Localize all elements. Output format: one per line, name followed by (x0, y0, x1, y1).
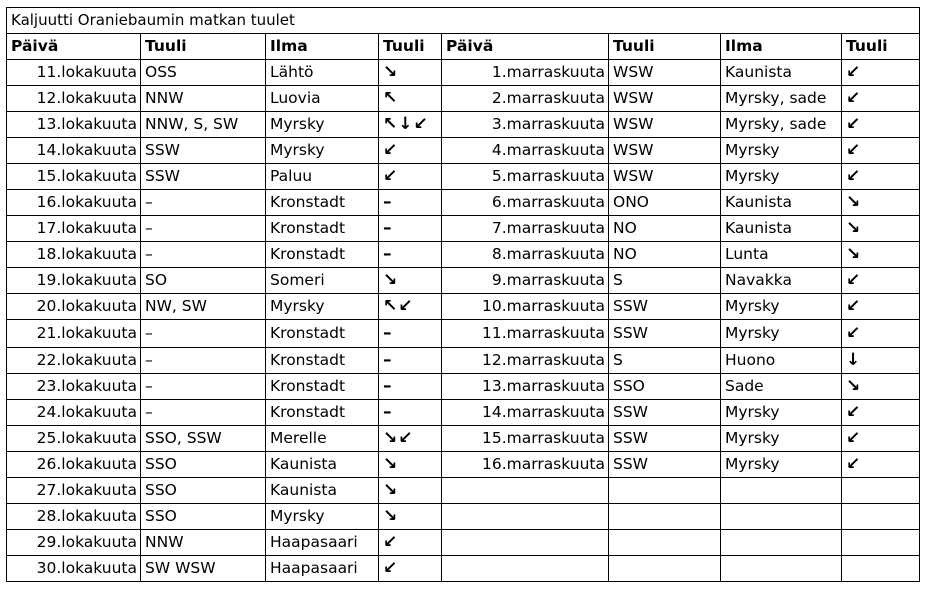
wind-dir-cell: – (141, 400, 266, 426)
wind-dir-cell: SSW (609, 426, 721, 452)
weather-cell: Myrsky, sade (721, 112, 842, 138)
date-cell: 26.lokakuuta (7, 452, 141, 478)
date-cell: 18.lokakuuta (7, 242, 141, 268)
wind-dir-cell: ONO (609, 190, 721, 216)
wind-arrow-icon (842, 478, 920, 504)
wind-dir-cell: NO (609, 216, 721, 242)
header-tuuli-left: Tuuli (141, 34, 266, 60)
table-row (7, 268, 920, 294)
wind-dir-cell: SO (141, 268, 266, 294)
wind-arrow-icon: ↘ (842, 242, 920, 268)
wind-dir-cell: NNW, S, SW (141, 112, 266, 138)
date-cell: 9.marraskuuta (442, 268, 609, 294)
wind-dir-cell: SSO, SSW (141, 426, 266, 452)
date-cell: 28.lokakuuta (7, 504, 141, 530)
wind-arrow-icon: ↙ (842, 86, 920, 112)
header-ilma-right: Ilma (721, 34, 842, 60)
table-row (7, 86, 920, 112)
weather-cell: Kaunista (721, 216, 842, 242)
table-row (7, 374, 920, 400)
weather-cell: Kaunista (721, 60, 842, 86)
wind-arrow-icon: ↖↓↙ (379, 112, 442, 138)
wind-arrow-icon: – (379, 348, 442, 374)
weather-cell: Lähtö (266, 60, 379, 86)
date-cell (442, 556, 609, 582)
wind-arrow-icon: ↙ (842, 164, 920, 190)
table-row (7, 452, 920, 478)
weather-cell: Someri (266, 268, 379, 294)
date-cell: 15.marraskuuta (442, 426, 609, 452)
wind-dir-cell: SSO (141, 504, 266, 530)
wind-dir-cell (609, 478, 721, 504)
date-cell (442, 504, 609, 530)
wind-arrow-icon: ↙ (842, 452, 920, 478)
weather-cell: Myrsky (721, 400, 842, 426)
weather-cell: Kaunista (266, 452, 379, 478)
weather-cell: Myrsky (721, 320, 842, 348)
wind-arrow-icon (842, 530, 920, 556)
wind-arrow-icon: ↙ (379, 138, 442, 164)
header-paiva-left: Päivä (7, 34, 141, 60)
weather-cell: Myrsky, sade (721, 86, 842, 112)
table-row (7, 320, 920, 348)
wind-table-container (6, 7, 920, 582)
weather-cell: Lunta (721, 242, 842, 268)
date-cell: 20.lokakuuta (7, 294, 141, 320)
date-cell: 13.marraskuuta (442, 374, 609, 400)
weather-cell: Haapasaari (266, 556, 379, 582)
table-row (7, 530, 920, 556)
wind-dir-cell: – (141, 190, 266, 216)
date-cell: 22.lokakuuta (7, 348, 141, 374)
date-cell: 23.lokakuuta (7, 374, 141, 400)
wind-dir-cell: SSW (609, 320, 721, 348)
weather-cell: Myrsky (266, 504, 379, 530)
weather-cell: Myrsky (266, 112, 379, 138)
wind-dir-cell: SSW (609, 452, 721, 478)
weather-cell: Merelle (266, 426, 379, 452)
header-tuuli-right: Tuuli (609, 34, 721, 60)
wind-arrow-icon: ↙ (842, 112, 920, 138)
table-row (7, 60, 920, 86)
date-cell: 5.marraskuuta (442, 164, 609, 190)
weather-cell: Kronstadt (266, 216, 379, 242)
table-row (7, 426, 920, 452)
table-row (7, 138, 920, 164)
wind-dir-cell: WSW (609, 86, 721, 112)
weather-cell: Myrsky (721, 426, 842, 452)
wind-arrow-icon: ↙ (842, 60, 920, 86)
table-row (7, 112, 920, 138)
wind-arrow-icon: ↙ (842, 138, 920, 164)
weather-cell: Sade (721, 374, 842, 400)
wind-dir-cell: WSW (609, 164, 721, 190)
wind-dir-cell (609, 504, 721, 530)
wind-dir-cell: SSW (141, 164, 266, 190)
wind-arrow-icon: ↓ (842, 348, 920, 374)
weather-cell: Kronstadt (266, 320, 379, 348)
date-cell: 13.lokakuuta (7, 112, 141, 138)
wind-dir-cell: SW WSW (141, 556, 266, 582)
date-cell: 11.marraskuuta (442, 320, 609, 348)
header-paiva-right: Päivä (442, 34, 609, 60)
wind-arrow-icon: ↘ (379, 504, 442, 530)
wind-arrow-icon: ↘ (842, 216, 920, 242)
table-row (7, 400, 920, 426)
table-header-row (7, 34, 920, 60)
wind-arrow-icon: ↙ (842, 268, 920, 294)
weather-cell: Kronstadt (266, 374, 379, 400)
wind-dir-cell: SSO (141, 478, 266, 504)
weather-cell: Myrsky (721, 294, 842, 320)
wind-arrow-icon: ↘ (379, 452, 442, 478)
table-row (7, 478, 920, 504)
date-cell: 3.marraskuuta (442, 112, 609, 138)
date-cell: 16.marraskuuta (442, 452, 609, 478)
weather-cell: Paluu (266, 164, 379, 190)
wind-dir-cell (609, 530, 721, 556)
date-cell: 4.marraskuuta (442, 138, 609, 164)
date-cell: 6.marraskuuta (442, 190, 609, 216)
date-cell: 21.lokakuuta (7, 320, 141, 348)
date-cell: 14.marraskuuta (442, 400, 609, 426)
date-cell: 2.marraskuuta (442, 86, 609, 112)
wind-dir-cell: WSW (609, 60, 721, 86)
date-cell: 1.marraskuuta (442, 60, 609, 86)
wind-arrow-icon: – (379, 242, 442, 268)
date-cell (442, 530, 609, 556)
weather-cell: Myrsky (721, 138, 842, 164)
wind-arrow-icon: ↙ (842, 320, 920, 348)
wind-dir-cell: – (141, 242, 266, 268)
date-cell: 12.marraskuuta (442, 348, 609, 374)
wind-arrow-icon: ↘ (379, 60, 442, 86)
weather-cell: Myrsky (266, 138, 379, 164)
wind-arrow-icon: ↘ (379, 268, 442, 294)
wind-arrow-icon: ↙ (379, 164, 442, 190)
weather-cell: Kronstadt (266, 400, 379, 426)
table-title-row (7, 8, 920, 34)
wind-arrow-icon: – (379, 400, 442, 426)
weather-cell: Kronstadt (266, 348, 379, 374)
weather-cell (721, 556, 842, 582)
weather-cell: Huono (721, 348, 842, 374)
wind-dir-cell: S (609, 268, 721, 294)
wind-dir-cell: S (609, 348, 721, 374)
wind-dir-cell (609, 556, 721, 582)
date-cell (442, 478, 609, 504)
wind-arrow-icon: ↙ (842, 400, 920, 426)
date-cell: 17.lokakuuta (7, 216, 141, 242)
weather-cell (721, 478, 842, 504)
wind-arrow-icon: – (379, 320, 442, 348)
weather-cell: Myrsky (721, 452, 842, 478)
wind-arrow-icon: ↙ (842, 426, 920, 452)
date-cell: 27.lokakuuta (7, 478, 141, 504)
weather-cell: Luovia (266, 86, 379, 112)
wind-arrow-icon: ↙ (379, 530, 442, 556)
wind-dir-cell: NW, SW (141, 294, 266, 320)
table-row (7, 216, 920, 242)
wind-dir-cell: SSW (141, 138, 266, 164)
date-cell: 16.lokakuuta (7, 190, 141, 216)
weather-cell: Haapasaari (266, 530, 379, 556)
date-cell: 24.lokakuuta (7, 400, 141, 426)
wind-dir-cell: – (141, 320, 266, 348)
wind-dir-cell: NNW (141, 86, 266, 112)
wind-dir-cell: WSW (609, 138, 721, 164)
header-tuuli-arrow-left: Tuuli (379, 34, 442, 60)
table-row (7, 504, 920, 530)
header-tuuli-arrow-right: Tuuli (842, 34, 920, 60)
date-cell: 10.marraskuuta (442, 294, 609, 320)
table-row (7, 556, 920, 582)
wind-dir-cell: OSS (141, 60, 266, 86)
wind-arrow-icon: ↖↙ (379, 294, 442, 320)
weather-cell: Kaunista (721, 190, 842, 216)
wind-arrow-icon: ↙ (842, 294, 920, 320)
wind-arrow-icon: ↖ (379, 86, 442, 112)
date-cell: 14.lokakuuta (7, 138, 141, 164)
table-row (7, 190, 920, 216)
date-cell: 30.lokakuuta (7, 556, 141, 582)
table-row (7, 348, 920, 374)
date-cell: 8.marraskuuta (442, 242, 609, 268)
header-ilma-left: Ilma (266, 34, 379, 60)
table-row (7, 164, 920, 190)
wind-dir-cell: – (141, 374, 266, 400)
weather-cell: Navakka (721, 268, 842, 294)
date-cell: 19.lokakuuta (7, 268, 141, 294)
wind-dir-cell: – (141, 216, 266, 242)
wind-arrow-icon: ↘ (842, 190, 920, 216)
wind-arrow-icon: – (379, 190, 442, 216)
wind-arrow-icon (842, 556, 920, 582)
wind-arrow-icon (842, 504, 920, 530)
wind-dir-cell: SSW (609, 294, 721, 320)
wind-dir-cell: SSO (141, 452, 266, 478)
weather-cell (721, 530, 842, 556)
wind-arrow-icon: ↘ (379, 478, 442, 504)
wind-dir-cell: – (141, 348, 266, 374)
wind-dir-cell: NO (609, 242, 721, 268)
date-cell: 15.lokakuuta (7, 164, 141, 190)
table-title: Kaljuutti Oraniebaumin matkan tuulet (7, 8, 920, 34)
wind-arrow-icon: – (379, 216, 442, 242)
weather-cell: Kaunista (266, 478, 379, 504)
weather-cell: Myrsky (266, 294, 379, 320)
weather-cell: Kronstadt (266, 190, 379, 216)
wind-table (6, 7, 920, 582)
date-cell: 11.lokakuuta (7, 60, 141, 86)
wind-arrow-icon: ↘ (842, 374, 920, 400)
date-cell: 29.lokakuuta (7, 530, 141, 556)
weather-cell (721, 504, 842, 530)
weather-cell: Myrsky (721, 164, 842, 190)
wind-dir-cell: WSW (609, 112, 721, 138)
table-row (7, 294, 920, 320)
wind-arrow-icon: ↙ (379, 556, 442, 582)
date-cell: 12.lokakuuta (7, 86, 141, 112)
date-cell: 25.lokakuuta (7, 426, 141, 452)
wind-dir-cell: NNW (141, 530, 266, 556)
wind-dir-cell: SSW (609, 400, 721, 426)
wind-arrow-icon: ↘↙ (379, 426, 442, 452)
wind-dir-cell: SSO (609, 374, 721, 400)
weather-cell: Kronstadt (266, 242, 379, 268)
wind-arrow-icon: – (379, 374, 442, 400)
date-cell: 7.marraskuuta (442, 216, 609, 242)
table-row (7, 242, 920, 268)
